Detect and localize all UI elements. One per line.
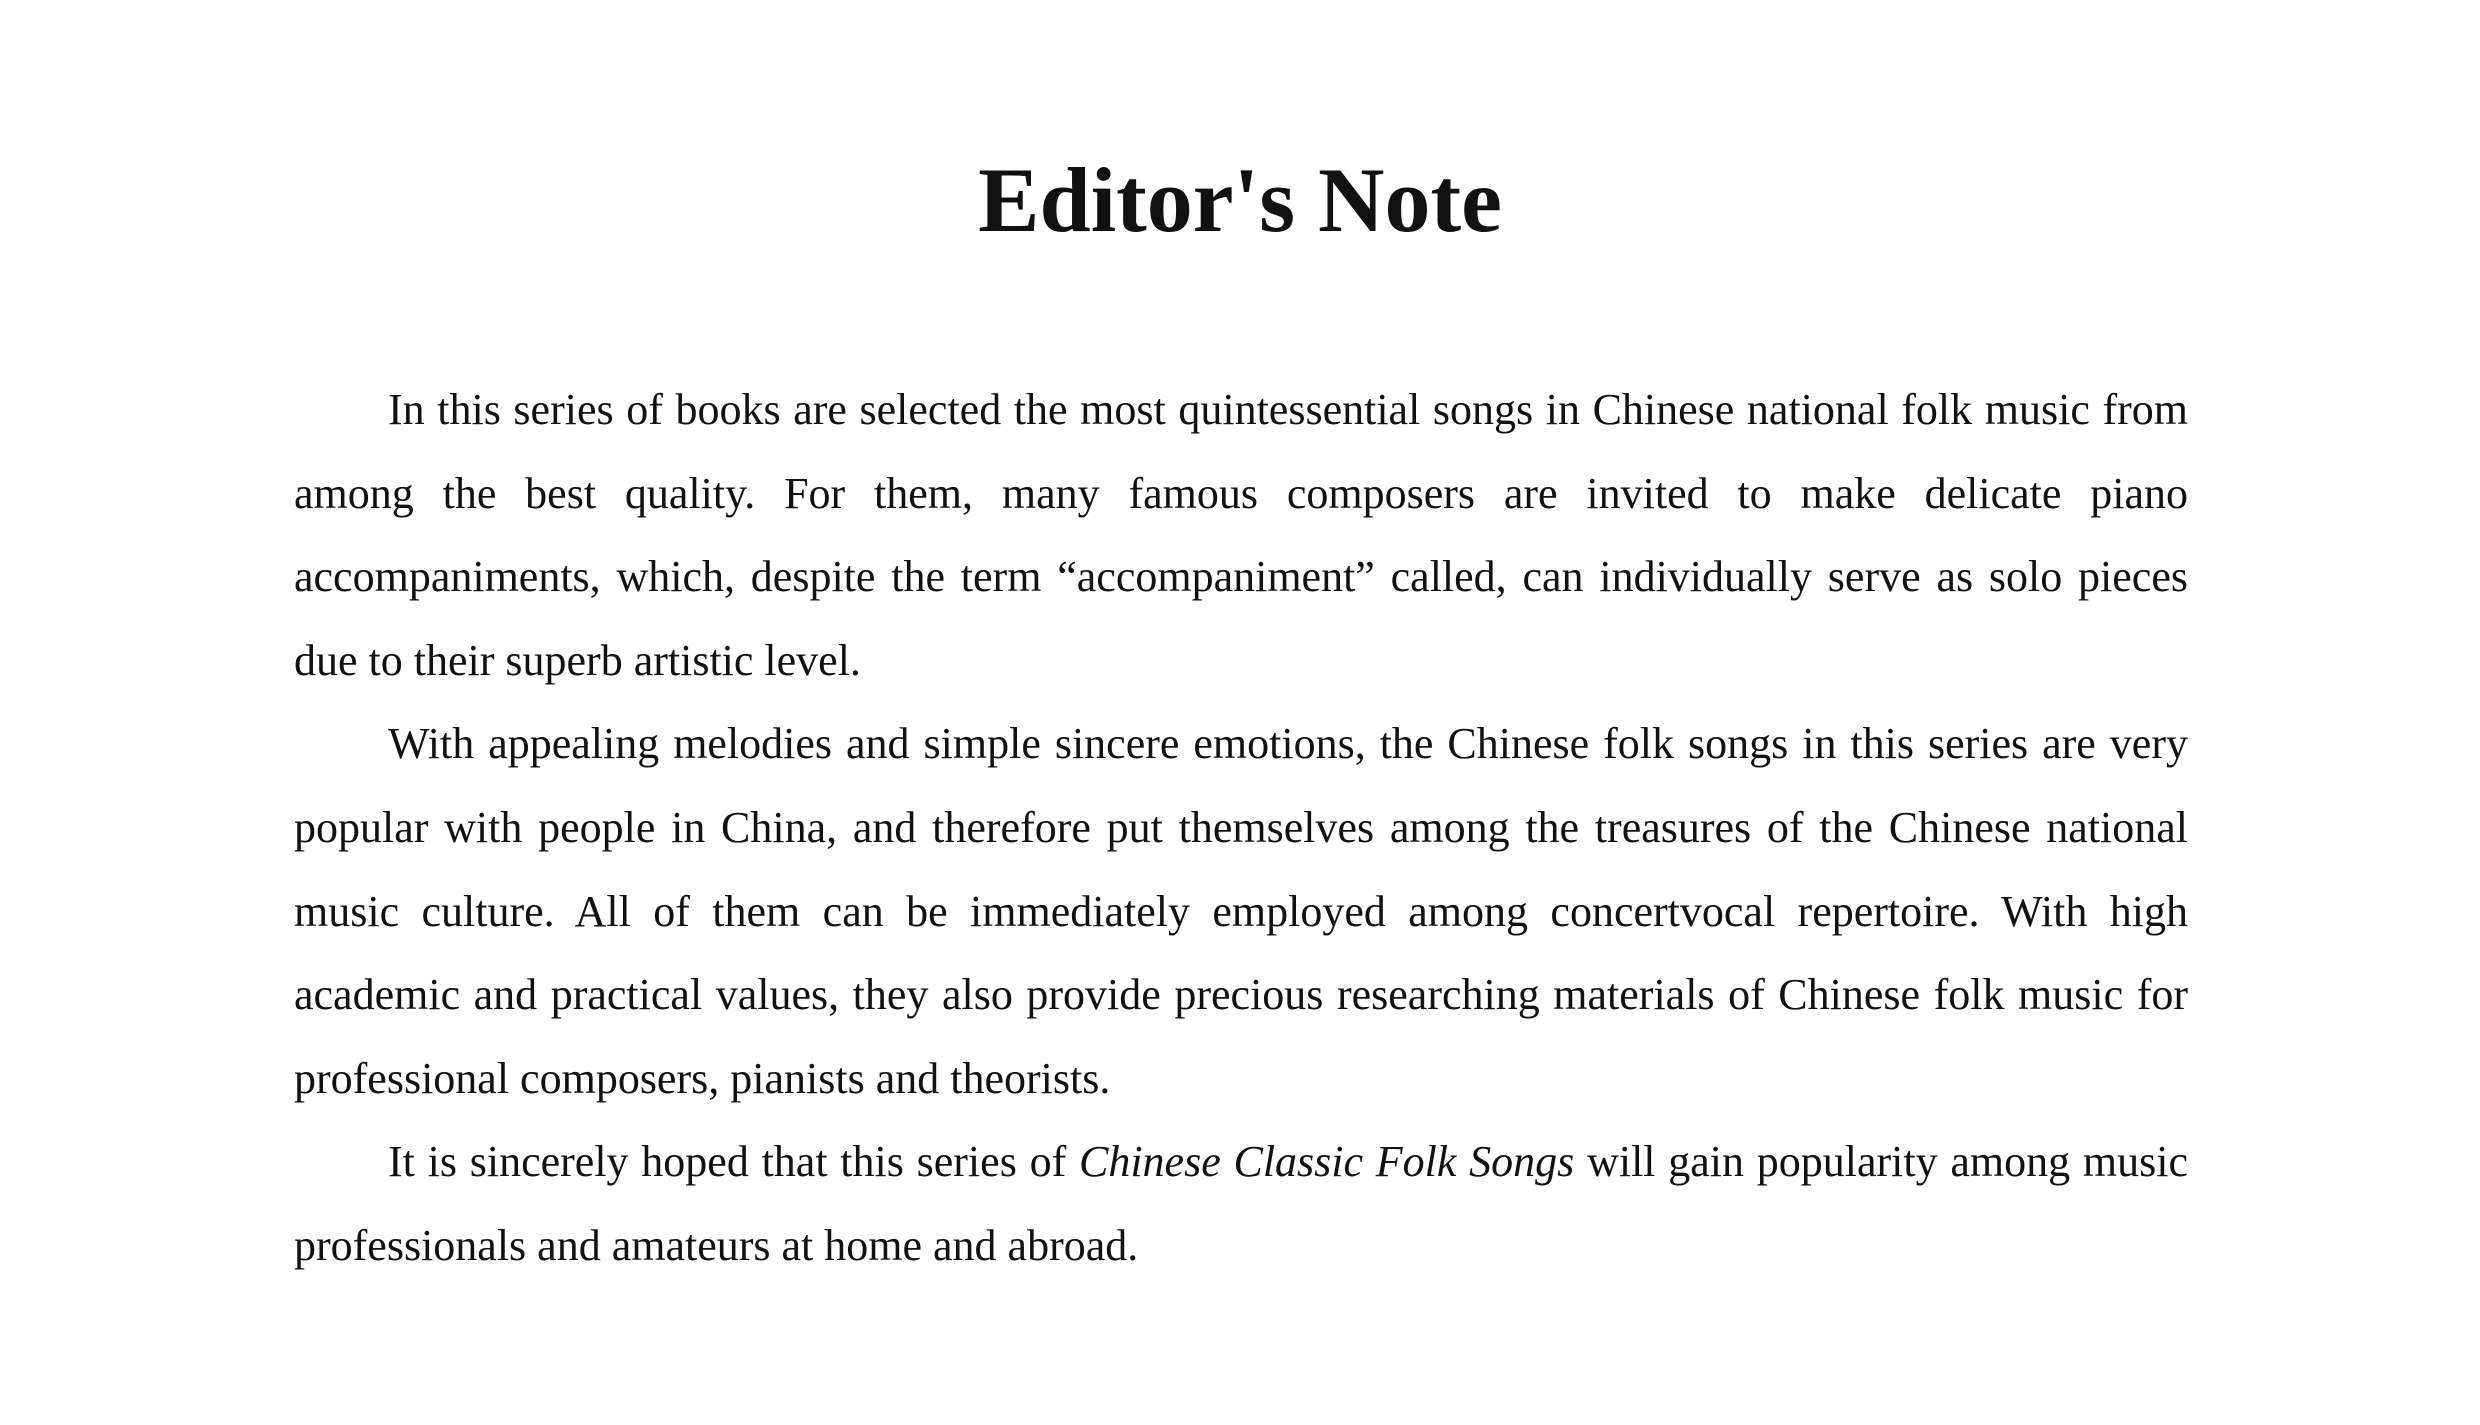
series-title: Chinese Classic Folk Songs: [1078, 1137, 1575, 1187]
page-title: Editor's Note: [978, 149, 1502, 251]
paragraph-2: With appealing melodies and simple sincere emotions, the Chinese folk songs in this series are very popular with people in China, and therefore put themselves among the treasures of the Chinese national music culture. All of them can be immediately employed among concertvocal repertoire. With high academic and practical values, they also provide precious researching materials of Chinese folk music for professional composers, pianists and theorists.: [294, 719, 2188, 1103]
paragraph-1: In this series of books are selected the most quintessential songs in Chinese national folk music from among the best quality. For them, many famous composers are invited to make delicate piano accompaniments, which, despite the term “accompaniment” called, can individually serve as solo pieces due to their superb artistic level.: [294, 385, 2188, 685]
paragraph-3: [294, 1120, 2188, 1287]
paragraph-3-tail: will gain popularity among music professionals and amateurs at home and abroad.: [294, 1137, 2188, 1270]
paragraph-3-lead: It is sincerely hoped that this series of: [388, 1137, 1079, 1187]
body-text: [294, 368, 2188, 1288]
